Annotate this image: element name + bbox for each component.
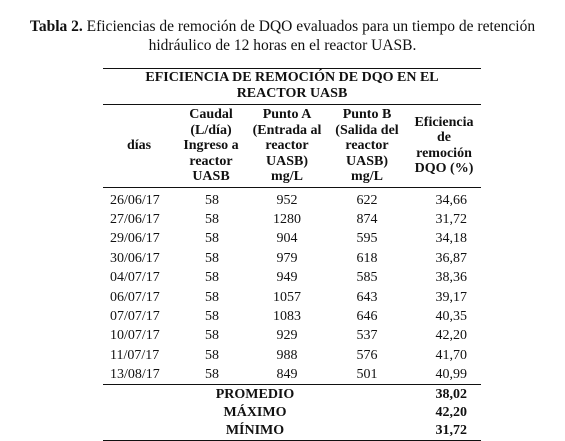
cell-dia: 07/07/17 (110, 309, 160, 325)
column-header-row (103, 105, 481, 188)
col-header-caudal: Caudal (L/día) Ingreso a reactor UASB (175, 105, 247, 188)
col-header-dias: días (103, 105, 175, 188)
cell-punto-a: 1057 (273, 289, 301, 305)
table-row (103, 326, 481, 345)
cell-eficiencia: 40,35 (435, 309, 467, 325)
cell-punto-b: 595 (356, 231, 378, 247)
summary-label: MÁXIMO (223, 405, 287, 421)
cell-caudal: 58 (205, 289, 219, 305)
cell-punto-a: 1083 (273, 309, 301, 325)
cell-caudal: 58 (205, 347, 219, 363)
cell-punto-b: 643 (356, 289, 378, 305)
cell-punto-b: 576 (356, 347, 378, 363)
table-title-row (103, 69, 481, 105)
cell-eficiencia: 38,36 (435, 270, 467, 286)
cell-dia: 06/07/17 (110, 289, 160, 305)
cell-caudal: 58 (205, 367, 219, 383)
cell-caudal: 58 (205, 212, 219, 228)
cell-dia: 10/07/17 (110, 328, 160, 344)
cell-punto-b: 874 (356, 212, 378, 228)
cell-caudal: 58 (205, 250, 219, 266)
cell-punto-a: 952 (276, 192, 298, 208)
cell-eficiencia: 34,66 (435, 192, 467, 208)
table-row (103, 268, 481, 287)
cell-eficiencia: 42,20 (435, 328, 467, 344)
cell-eficiencia: 36,87 (435, 250, 467, 266)
cell-punto-a: 904 (276, 231, 298, 247)
cell-punto-b: 618 (356, 250, 378, 266)
cell-punto-a: 1280 (273, 212, 301, 228)
caption-text-1: Eficiencias de remoción de DQO evaluados para un tiempo de retención (86, 18, 536, 35)
table-row (103, 365, 481, 385)
cell-punto-b: 501 (356, 367, 378, 383)
cell-caudal: 58 (205, 309, 219, 325)
cell-eficiencia: 40,99 (435, 367, 467, 383)
summary-label: MÍNIMO (103, 422, 407, 441)
cell-eficiencia: 34,18 (435, 231, 467, 247)
summary-row-minimo (103, 422, 481, 441)
cell-dia: 30/06/17 (110, 250, 160, 266)
table-title: EFICIENCIA DE REMOCIÓN DE DQO EN EL REACTOR UASB (103, 69, 481, 105)
summary-row-maximo (103, 404, 481, 422)
col-header-punto-a: Punto A (Entrada al reactor UASB) mg/L (247, 105, 327, 188)
cell-eficiencia: 39,17 (435, 289, 467, 305)
summary-row-promedio (103, 385, 481, 405)
efficiency-table (103, 68, 481, 441)
summary-label: PROMEDIO (103, 385, 407, 405)
cell-dia: 04/07/17 (110, 270, 160, 286)
cell-punto-b: 585 (356, 270, 378, 286)
col-header-punto-b: Punto B (Salida del reactor UASB) mg/L (327, 105, 407, 188)
cell-punto-a: 988 (276, 347, 298, 363)
cell-eficiencia: 41,70 (435, 347, 467, 363)
table-row (103, 187, 481, 210)
cell-punto-b: 646 (356, 309, 378, 325)
cell-punto-a: 929 (276, 328, 298, 344)
cell-punto-b: 537 (356, 328, 378, 344)
cell-dia: 27/06/17 (110, 212, 160, 228)
cell-punto-a: 849 (276, 367, 298, 383)
cell-caudal: 58 (205, 270, 219, 286)
cell-caudal: 58 (205, 328, 219, 344)
cell-dia: 11/07/17 (110, 347, 160, 363)
table-row (103, 346, 481, 365)
cell-caudal: 58 (205, 231, 219, 247)
cell-dia: 26/06/17 (110, 192, 160, 208)
cell-punto-a: 949 (276, 270, 298, 286)
summary-value: 31,72 (407, 422, 481, 441)
cell-dia: 13/08/17 (110, 367, 160, 383)
cell-caudal: 58 (205, 192, 219, 208)
summary-value: 38,02 (407, 385, 481, 405)
summary-value: 42,20 (435, 405, 467, 421)
table-row (103, 229, 481, 248)
cell-punto-a: 979 (276, 250, 298, 266)
caption-line-1 (0, 17, 565, 36)
table-row (103, 307, 481, 326)
table-row (103, 249, 481, 268)
cell-eficiencia: 31,72 (435, 212, 467, 228)
caption-label: Tabla 2. (29, 18, 83, 35)
col-header-eficiencia: Eficiencia de remoción DQO (%) (407, 105, 481, 188)
cell-punto-b: 622 (356, 192, 378, 208)
caption-line-2: hidráulico de 12 horas en el reactor UASB. (148, 37, 417, 54)
cell-dia: 29/06/17 (110, 231, 160, 247)
table-row (103, 287, 481, 306)
table-row (103, 210, 481, 229)
table-caption (0, 17, 565, 55)
